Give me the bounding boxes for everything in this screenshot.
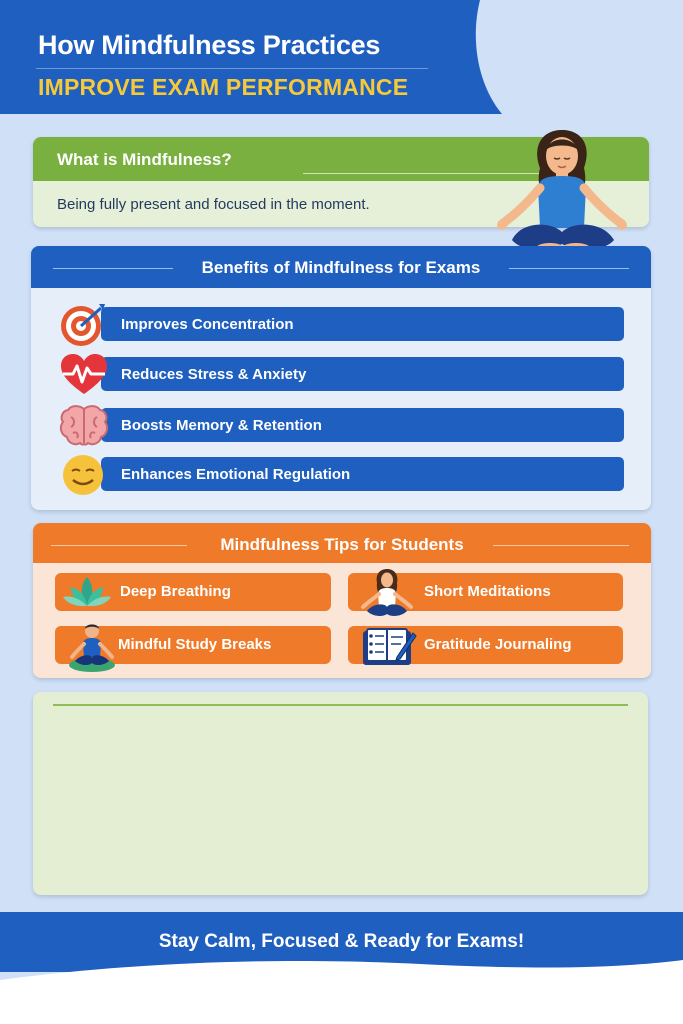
brain-icon: [59, 403, 109, 449]
benefit-item-stress: [101, 357, 624, 391]
meditating-person-icon: [67, 621, 117, 673]
page-title: How Mindfulness Practices: [38, 30, 381, 60]
bottom-wave-decoration: [0, 950, 683, 1024]
benefit-label: Reduces Stress & Anxiety: [121, 366, 307, 383]
tip-label: Gratitude Journaling: [424, 636, 572, 653]
journal-icon: [361, 627, 417, 667]
what-is-mindfulness-definition: Being fully present and focused in the moment.: [57, 196, 370, 213]
page-subtitle: IMPROVE EXAM PERFORMANCE: [38, 74, 409, 100]
heart-pulse-icon: [59, 352, 109, 398]
panel-divider: [53, 704, 628, 706]
benefit-item-emotional: [101, 457, 624, 491]
benefit-label: Boosts Memory & Retention: [121, 417, 322, 434]
benefits-card: [31, 246, 651, 510]
tips-title: Mindfulness Tips for Students: [220, 535, 464, 554]
benefit-item-concentration: [101, 307, 624, 341]
benefit-item-memory: [101, 408, 624, 442]
lotus-icon: [61, 573, 113, 611]
benefit-label: Improves Concentration: [121, 316, 294, 333]
smiley-icon: [59, 452, 109, 498]
benefits-title: Benefits of Mindfulness for Exams: [201, 258, 481, 277]
tips-card: [33, 523, 651, 678]
meditating-woman-icon: [359, 569, 415, 617]
tip-label: Deep Breathing: [120, 583, 231, 600]
footer-tagline: Stay Calm, Focused & Ready for Exams!: [158, 931, 525, 952]
meditating-woman-illustration: [492, 128, 632, 260]
target-icon: [59, 302, 109, 348]
tip-label: Short Meditations: [424, 583, 551, 600]
title-divider: [36, 68, 428, 69]
what-is-mindfulness-title: What is Mindfulness?: [57, 150, 232, 169]
empty-content-panel: [33, 692, 648, 895]
benefit-label: Enhances Emotional Regulation: [121, 466, 351, 483]
tip-label: Mindful Study Breaks: [118, 636, 272, 653]
